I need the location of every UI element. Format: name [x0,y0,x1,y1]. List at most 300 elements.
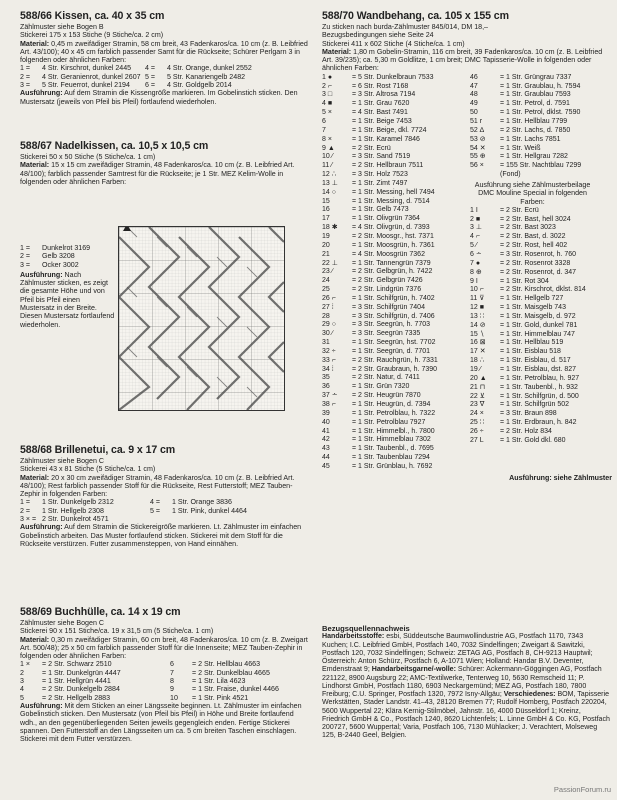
bezug-paragraph: Handarbeitsstoffe: esbi, Süddeutsche Baumwollindustrie AG, Postfach 1170, 7343 Kuchen; I.C. Leibfried GmbH, Postfach 140, 7032 Sindelfingen; Zweigart & Sawitzki, Postfach 120, 7032 Sindelfingen; Schweiz: ZETAG AG, Postfach 8, CH-9213 Hauptwil; Österreich: Anton Schürz, Postfach 6, A-1071 Wien; Holland: Handar B.V. Deventer, Emdenstraat 9; Handarbeitsgarne/-wolle: Schürer: Ackermann-Göggingen AG, Postfach 221122, 8900 Augsburg 22; AMC-Textilwerke, Tenterweg 10, 5630 Remscheid 11; P. Lindhorst GmbH, Postfach 1180, 6903 Neckargemünd; MEZ AG, Postfach 180, 7800 Freiburg; C.U. Springer, Postfach 1320, 7972 Isny-Allgäu; Verschiedenes: BOM, Tapisserie Werkstätten, Stader Landstr. 41–43, 28120 Bremen 77; Rudolf Homberg, Postfach 220204, 5600 Wuppertal 22; Klära Kernig-Stilmöbel, Jahnstr. 16, 4000 Düsseldorf 1; Kreinz, Friedrich GmbH & Co., Postfach 1240, 8620 Lichtenfels; L. Linne GmbH & Co. KG, Postfach 200727, 5600 Wuppertal; Varia, Postfach 106, 7130 Mühlacker; J. Verachtert, Molseweg 125, B-2440 Geel, Belgien. [322,633,610,740]
color-symbol: 47 [470,82,478,90]
color-description: = 2 Str. Hellbraun 7511 [352,162,424,170]
ausfuehrung-paragraph: Ausführung: Nach Zählmuster sticken, es zeigt die gesamte Höhe und von Pfeil bis Pfeil einen Mustersatz in der Breite. Diesen Mustersatz fortlaufend wiederholen. [20,270,115,329]
color-symbol: 24 [322,277,330,285]
color-list-row [322,145,470,154]
color-list-row [322,127,470,136]
color-list-row [470,295,612,304]
color-description: = 2 Str. Rosenrot 3328 [500,259,571,267]
color-list-row [470,100,612,109]
color-symbol: 9 ▲ [322,144,335,152]
color-item: 1 × = 2 Str. Schwarz 2510 [20,660,112,669]
color-description: = 2 Str. Holz 834 [500,427,552,435]
color-symbol: 1 I [470,206,478,214]
color-list-row [470,118,612,127]
color-list-row [470,366,612,375]
color-symbol: 39 [322,409,330,417]
color-description: = 1 Str. Beige, dkl. 7724 [352,126,427,134]
color-description: = 2 Str. Ecrü [500,206,539,214]
color-symbol: 8 ⊕ [470,268,482,276]
color-item: 1 = 4 Str. Kirschrot, dunkel 2445 [20,64,132,73]
color-symbol: 4 ⌐ [470,233,480,241]
color-symbol: 9 I [470,277,478,285]
material-paragraph: Material: 15 x 15 cm zweifädiger Stramin, 48 Fadenkaros/ca. 10 cm (z. B. Leibfried Art. 48/100); farblich passender Samtrest für die Rückseite; je 1 Str. MEZ Kelim-Wolle in folgenden oder ähnlichen Farben: [20,161,295,186]
color-list-row [470,286,612,295]
color-list-row [470,136,612,145]
color-list-row [470,127,612,136]
color-list-row [322,428,470,437]
color-item: 5 = 2 Str. Hellgelb 2883 [20,693,111,702]
color-symbol: 17 [322,215,330,223]
color-item: 2 = 4 Str. Geranienrot, dunkel 2607 [20,72,141,81]
color-list-row [322,224,470,233]
color-list-row [470,339,612,348]
section-kissen [20,10,310,106]
color-description: = 3 Str. Schilfgrün, d. 7406 [352,312,435,320]
color-description: = 2 Str. Kirschrot, dklst. 814 [500,286,586,294]
color-list-row [470,242,612,251]
color-list-row [322,392,470,401]
color-symbol [470,171,500,180]
color-item: 4 = 2 Str. Dunkelgelb 2884 [20,685,120,694]
color-description: = 1 Str. Moosgrün, h. 7361 [352,241,435,249]
ausfuehrung-paragraph: Ausführung: Auf dem Stramin die Stickereigröße markieren. Lt. Zählmuster im einfachen Gobelinstich arbeiten. Das Muster fortlaufend sticken. Stickerei mit dem Stoff für die Rückseite verstürzen. Futter zusammensteppen, von Hand einnähen. [20,523,302,548]
color-symbol: 31 [322,339,330,347]
color-description: = 2 Str. Bast, hell 3024 [500,215,571,223]
color-item: 1 = Dunkelrot 3169 [20,244,91,252]
color-symbol: 50 [470,109,478,117]
color-description: = 1 Str. Karamel 7846 [352,135,420,143]
section-brillenetui [20,444,310,548]
color-description: = 1 Str. Seegrün, hst. 7702 [352,339,436,347]
color-list-row [322,189,470,198]
color-item: 3 = 5 Str. Feuerrot, dunkel 2194 [20,81,130,90]
ausfuehrung-note: Ausführung: siehe Zählmuster [509,473,612,482]
color-list-row [322,251,470,260]
color-description: = 1 Str. Petrolblau 7927 [352,418,426,426]
color-list-row [322,419,470,428]
section-title: 588/69 Buchhülle, ca. 14 x 19 cm [20,606,181,618]
color-symbol: 26 ⌐ [322,294,336,302]
color-symbol: 11 ⊽ [470,295,485,303]
color-symbol: 54 ✕ [470,144,486,152]
color-description: = 1 Str. Messing, hell 7494 [352,188,435,196]
tapisserie-color-list [322,74,470,472]
color-description: = 2 Str. Bast 3023 [500,224,556,232]
color-list-row [470,224,612,233]
color-description: = 1 Str. Eisblau, dst. 827 [500,365,577,373]
color-description: = 1 Str. Himmelblau 7302 [352,436,431,444]
color-symbol: 53 ⊘ [470,135,486,143]
color-list-row [322,100,470,109]
color-description: = 2 Str. Ecrü [352,144,391,152]
color-symbol: 16 ⊠ [470,339,486,347]
color-symbol: 7 ● [470,259,481,267]
color-symbol: 22 ⊻ [470,392,485,400]
color-list-row [470,384,612,393]
color-description: = 1 Str. Himmelblau 747 [500,330,575,338]
color-list-row [322,277,470,286]
color-list-row [470,171,612,180]
color-description: = 1 Str. Rot 304 [500,277,549,285]
color-list-row [322,215,470,224]
color-symbol: 3 ⊥ [470,224,482,232]
color-description: = 2 Str. Moosgr., hst. 7371 [352,232,434,240]
color-description: = 4 Str. Bast 7491 [352,109,408,117]
pattern-grid-graphic [119,227,284,410]
color-item: 5 = 1 Str. Pink, dunkel 4464 [150,506,247,515]
color-list-row [470,109,612,118]
color-list-row [322,366,470,375]
section-title: 588/68 Brillenetui, ca. 9 x 17 cm [20,444,176,456]
color-description: = 2 Str. Heugrün 7870 [352,392,421,400]
color-list-row [322,136,470,145]
color-list-row [322,171,470,180]
color-symbol: 37 ∸ [322,392,338,400]
color-list-row [322,374,470,383]
color-description: = 1 Str. Eisblau 518 [500,348,561,356]
color-symbol: 16 [322,206,330,214]
color-list-row [470,313,612,322]
color-description: = 1 Str. Maisgelb, d. 972 [500,312,576,320]
color-description: = 2 Str. Bast, d. 3022 [500,233,566,241]
color-list-row [322,286,470,295]
color-description: = 2 Str. Gelbgrün, h. 7422 [352,268,433,276]
color-list-row [322,162,470,171]
color-description: = 2 Str. Rosenrot, d. 347 [500,268,577,276]
color-description: = 2 Str. Lachs, d. 7850 [500,126,571,134]
text-line: Stickerei 43 x 81 Stiche (5 Stiche/ca. 1 cm) [20,465,156,474]
color-description: = 2 Str. Gelbgrün 7426 [352,277,423,285]
color-description: = 1 Str. Grün 7320 [352,383,410,391]
color-symbol: 36 [322,383,330,391]
color-item: 6 = 2 Str. Hellblau 4663 [170,660,261,669]
color-description: = 1 Str. Eisblau, d. 517 [500,357,571,365]
color-description: = 1 Str. Hellblau 519 [500,339,564,347]
material-paragraph: Material: 0,45 m zweifädiger Stramin, 58 cm breit, 43 Fadenkaros/ca. 10 cm (z. B. Leibfried Art. 43/100); 40 x 45 cm farblich passender Samt für die Rückseite; Schürer Perlgarn 3 in folgenden oder ähnlichen Farben: [20,39,308,65]
color-description: = 2 Str. Graubraun, h. 7390 [352,365,438,373]
color-list-row [322,436,470,445]
color-description: = 2 Str. Rauchgrün, h. 7331 [352,356,438,364]
color-list-row [470,207,612,216]
color-description: = 1 Str. Gold, dunkel 781 [500,321,578,329]
color-list-row [322,268,470,277]
color-symbol: 21 [322,250,330,258]
color-description: = 1 Str. Beige 7453 [352,118,412,125]
color-item: 3 × = 2 Str. Dunkelrot 4571 [20,515,109,524]
color-symbol: 38 ⌐ [322,401,336,408]
color-symbol: 14 ○ [322,188,336,196]
color-description: = 4 Str. Moosgrün 7362 [352,250,425,258]
text-line: Zählmuster siehe Bogen C [20,619,104,627]
color-list-row [470,410,612,419]
color-description: = 1 Str. Schilfgrün, h. 7402 [352,294,435,302]
color-symbol: 44 [322,454,330,462]
text-line: Stickerei 50 x 50 Stiche (5 Stiche/ca. 1 cm) [20,152,156,161]
color-symbol: 20 ▲ [470,374,487,382]
color-item: 2 = 1 Str. Dunkelgrün 4447 [20,668,121,677]
color-item: 1 = 1 Str. Dunkelgelb 2312 [20,498,114,507]
ausfuehrung-paragraph: Ausführung: Mit dem Sticken an einer Längsseite beginnen. Lt. Zählmuster im einfachen Gobelinstich sticken. Den Mustersatz (von Pfeil bis Pfeil) in Höhe und Breite fortlaufend wdh., an den gegenüberliegenden Seiten jeweils gegengleich enden. Fertige Stickerei spannen. Den Futterstoff an den Längsseiten um ca. 5 cm breiten Taschen einschlagen. Stickerei mit dem Futter verstürzen. [20,701,302,744]
color-description: = 1 Str. Messing, d. 7514 [352,197,430,205]
color-description: = 1 Str. Gold dkl. 680 [500,436,566,444]
color-list-row [322,74,470,83]
color-description: = 2 Str. Rost, hell 402 [500,242,568,250]
color-symbol: 42 [322,436,330,444]
color-symbol: 13 ⊥ [322,179,338,187]
color-symbol: 27 ⁞ [322,303,334,311]
stitch-pattern-chart [118,226,285,411]
tapisserie-color-list-continued [470,74,612,180]
color-symbol: 6 ∸ [470,251,482,259]
color-symbol: 45 [322,462,330,470]
color-list-row [470,357,612,366]
right-subcolumn [470,74,612,472]
color-symbol: 12 ■ [470,304,484,312]
color-description: = 3 Str. Braun 898 [500,410,557,418]
color-symbol: 43 [322,445,330,453]
color-description: = 1 Str. Graublau, h. 7594 [500,82,581,90]
color-description: = 1 Str. Schilfgrün, d. 500 [500,392,579,400]
color-description: = 1 Str. Erdbraun, h. 842 [500,419,577,427]
color-list-row [322,206,470,215]
color-description: = 1 Str. Petrol, d. 7591 [500,100,570,108]
color-symbol: 21 ⊓ [470,383,486,391]
color-symbol: 40 [322,418,330,426]
text-line: Zu sticken nach burda-Zählmuster 845/014, DM 18,– [322,23,488,31]
color-list-row [470,419,612,428]
color-description: = 1 Str. Taubenblau 7294 [352,454,430,462]
color-symbol: 23 ∕ [322,268,333,276]
color-item: 10 = 1 Str. Pink 4521 [170,693,249,702]
color-description: = 1 Str. Olivgrün 7364 [352,215,420,223]
section-title: 588/66 Kissen, ca. 40 x 35 cm [20,10,165,22]
nadel-color-list [20,244,115,329]
color-symbol: 18 ✱ [322,224,338,232]
text-line: Zählmuster siehe Bogen B [20,23,104,31]
color-symbol: 3 □ [322,91,333,99]
color-list-row [470,393,612,402]
color-list-row [470,304,612,313]
text-line: Bezugsbedingungen siehe Seite 24 [322,31,434,40]
color-description: = 1 Str. Himmelbl., h. 7800 [352,427,435,435]
color-list-row [322,463,470,472]
section-bezugsquellen [322,625,610,741]
color-list [20,64,310,89]
color-symbol: 2 ⌐ [322,82,332,90]
color-symbol: 19 ⁄ [470,365,481,373]
color-description: = 1 Str. Grüngrau 7337 [500,73,572,81]
color-symbol: 8 × [322,135,332,143]
color-description: = 1 Str. Gelb 7473 [352,206,409,214]
color-symbol: 17 ✕ [470,348,486,356]
color-symbol: 18 ∴ [470,357,485,365]
color-list-row [322,410,470,419]
color-description: = 1 Str. Hellgelb 727 [500,295,564,303]
color-symbol: 56 × [470,162,484,170]
color-list-row [470,331,612,340]
color-item: 4 = 4 Str. Orange, dunkel 2552 [145,64,252,73]
color-list-row [322,445,470,454]
color-symbol: 26 ÷ [470,427,484,435]
color-description: = 1 Str. Tannengrün 7379 [352,259,431,267]
color-symbol: 29 ○ [322,321,336,329]
color-list-row [322,109,470,118]
color-description: = 1 Str. Petrolblau, h. 7322 [352,409,436,417]
color-list-row [470,74,612,83]
color-symbol: 1 ● [322,73,333,81]
color-symbol: 20 [322,241,330,249]
color-description: = 1 Str. Petrol, dklst. 7590 [500,109,581,117]
mouline-color-list [470,207,612,446]
text-line: Stickerei 411 x 602 Stiche (4 Stiche/ca. 1 cm) [322,39,465,48]
color-description: = 1 Str. Hellblau 7799 [500,118,568,125]
color-list-row [322,83,470,92]
color-description: = 155 Str. Nachtblau 7299 [500,162,582,170]
color-list-row [322,357,470,366]
color-list-row [470,428,612,437]
color-description: = 1 Str. Graublau 7593 [500,91,571,99]
color-item [150,515,310,523]
color-description: = 3 Str. Rosenrot, h. 760 [500,251,577,259]
color-description: = 1 Str. Petrolblau, h. 927 [500,374,580,382]
color-symbol: 13 ∷ [470,312,485,320]
color-symbol: 12 ∴ [322,171,337,179]
color-symbol: 22 ⊥ [322,259,338,267]
text-line: Zählmuster siehe Bogen C [20,457,104,465]
color-list-row [322,233,470,242]
watermark: PassionForum.ru [553,785,611,794]
color-symbol: 24 × [470,410,484,418]
text-line: Stickerei 90 x 151 Stiche/ca. 19 x 31,5 cm (5 Stiche/ca. 1 cm) [20,627,214,636]
section-title: 588/70 Wandbehang, ca. 105 x 155 cm [322,10,509,22]
color-symbol: 11 ⁄ [322,162,333,170]
color-description: = 3 Str. Seegrün 7335 [352,330,421,338]
color-description: = 1 Str. Lachs 7851 [500,135,561,143]
mouline-heading: Ausführung siehe Zählmusterbeilage DMC Mouline Special in folgenden Farben: [474,180,591,206]
color-list-row [470,251,612,260]
color-list-row [322,339,470,348]
color-list-row [470,401,612,410]
left-column [20,10,310,194]
color-description: (Fond) [500,171,521,179]
color-item: 9 = 1 Str. Fraise, dunkel 4466 [170,685,279,694]
color-description: = 3 Str. Seegrün, h. 7703 [352,321,431,329]
color-list-row [470,278,612,287]
material-paragraph: Material: 0,30 m zweifädiger Stramin, 60 cm breit, 48 Fadenkaros/ca. 10 cm (z. B. Zweigart Art. 500/48); 25 x 50 cm farblich passender Stoff für die Innenseite; MEZ Tauben-Zephir in folgenden oder ähnlichen Farben: [20,635,308,661]
color-list-row [470,162,612,171]
color-list-row [470,437,612,446]
color-list-row [322,383,470,392]
color-list-row [470,91,612,100]
color-description: = 2 Str. Lindgrün 7376 [352,286,422,294]
color-description: = 1 Str. Maisgelb 743 [500,304,566,312]
color-item: 2 = Gelb 3208 [20,252,75,261]
color-description: = 1 Str. Zimt 7497 [352,179,408,187]
color-description: = 1 Str. Schilfgrün 502 [500,401,570,409]
color-symbol: 33 ⌐ [322,356,336,364]
color-symbol: 14 ⊘ [470,321,486,329]
color-description: = 3 Str. Schilfgrün 7404 [352,303,425,311]
color-list-row [322,313,470,322]
color-item: 2 = 1 Str. Hellgelb 2308 [20,506,104,515]
color-symbol: 46 [470,73,478,81]
color-symbol: 5 ⁄ [470,242,478,250]
color-list-row [322,260,470,269]
color-symbol: 25 ∷ [470,419,485,427]
color-list-row [322,454,470,463]
color-symbol: 35 [322,374,330,382]
color-symbol: 15 [322,197,330,205]
color-description: = 3 Str. Altrosa 7194 [352,91,416,99]
color-list-row [470,322,612,331]
section-buchhuelle [20,606,310,743]
color-list-row [322,118,470,127]
color-list-row [322,295,470,304]
color-description: = 1 Str. Heugrün, d. 7394 [352,401,431,408]
color-description: = 3 Str. Sand 7519 [352,153,411,161]
color-symbol: 27 L [470,436,484,444]
color-description: = 4 Str. Olivgrün, d. 7393 [352,224,430,232]
color-list-row [322,153,470,162]
color-description: = 2 Str. Natur, d. 7411 [352,374,420,382]
color-list-row [470,348,612,357]
material-paragraph: Material: 20 x 30 cm zweifädiger Stramin, 48 Fadenkaros/ca. 10 cm (z. B. Leibfried Art. 48/100); Rest farblich passender Stoff für die Rückseite, Rest Futterstoff; MEZ Tauben-Zephir in folgenden Farben: [20,473,295,499]
color-list-row [322,321,470,330]
color-list-row [322,401,470,410]
section-title: 588/67 Nadelkissen, ca. 10,5 x 10,5 cm [20,139,209,152]
color-description: = 6 Str. Rost 7168 [352,82,409,90]
ausfuehrung-paragraph: Ausführung: Auf dem Stramin die Kissengröße markieren. Im Gobelinstich sticken. Den Mustersatz (jeweils von Pfeil bis Pfeil) fortlaufend wiederholen. [20,89,298,106]
color-symbol: 32 ÷ [322,347,336,355]
color-description: = 1 Str. Seegrün, d. 7701 [352,347,431,355]
color-list-row [470,83,612,92]
color-symbol: 30 ∕ [322,330,333,338]
color-symbol: 2 ■ [470,215,481,223]
color-symbol: 52 ∆ [470,126,485,134]
color-item: 4 = 1 Str. Orange 3836 [150,498,232,507]
color-list-row [322,180,470,189]
color-description: = 1 Str. Grünblau, h. 7692 [352,462,433,470]
color-list-row [322,330,470,339]
wand-color-tables [322,74,612,472]
color-description: = 1 Str. Taubenbl., h. 932 [500,383,578,391]
color-symbol: 28 [322,312,330,320]
color-list-row [470,375,612,384]
color-symbol: 7 [322,126,326,134]
color-list-row [470,260,612,269]
color-list-row [322,91,470,100]
color-symbol: 48 [470,91,478,99]
color-symbol: 5 × [322,109,332,117]
color-description: = 1 Str. Weiß [500,144,541,152]
section-nadelkissen [20,140,310,186]
color-symbol: 10 ⌐ [470,286,484,294]
material-paragraph: Material: 1,80 m Gobelin-Stramin, 116 cm breit, 39 Fadenkaros/ca. 10 cm (z. B. Leibfried Art. 39/235); ca. 5,30 m Goldlitze, 1 cm breit; DMC Tapisserie-Wolle in folgenden oder ähnlichen Farben: [322,47,603,73]
color-list [20,660,310,701]
color-list-row [322,242,470,251]
color-symbol: 49 [470,100,478,108]
color-item: 8 = 1 Str. Lila 4623 [170,677,246,686]
color-symbol: 10 ⁄ [322,153,333,161]
color-description: = 5 Str. Dunkelbraun 7533 [352,73,434,81]
color-item: 3 = Ocker 3002 [20,260,79,269]
color-list-row [470,145,612,154]
color-item: 7 = 2 Str. Dunkelblau 4665 [170,668,270,677]
color-symbol: 6 [322,118,326,125]
color-symbol: 41 [322,427,330,435]
color-symbol: 51 r [470,118,483,125]
color-symbol: 55 ⊕ [470,153,486,161]
